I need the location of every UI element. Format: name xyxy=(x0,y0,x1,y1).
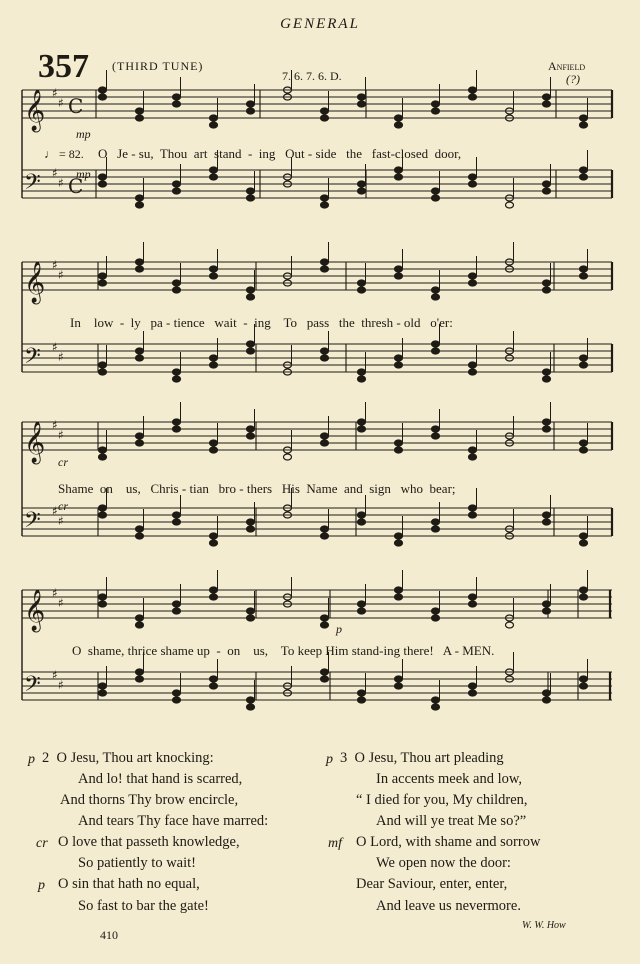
note-head xyxy=(136,676,144,682)
time-signature: C xyxy=(68,174,84,198)
note-head xyxy=(358,369,366,375)
note-head xyxy=(432,195,440,201)
verse-line: In accents meek and low, xyxy=(376,771,523,787)
note-head xyxy=(395,594,403,600)
note-head xyxy=(173,369,181,375)
note-head xyxy=(395,266,403,272)
treble-clef: 𝄞 xyxy=(24,422,46,463)
note-head xyxy=(580,540,588,546)
note-head xyxy=(99,601,107,607)
note-head xyxy=(543,519,551,525)
note-head xyxy=(395,447,403,453)
note-head xyxy=(99,362,107,368)
note-head xyxy=(173,188,181,194)
note-head xyxy=(395,122,403,128)
note-head xyxy=(358,376,366,382)
note-head xyxy=(173,512,181,518)
note-head xyxy=(469,447,477,453)
note-head xyxy=(358,101,366,107)
note-head xyxy=(173,376,181,382)
note-head xyxy=(173,181,181,187)
dynamic-mp-treble: mp xyxy=(76,127,91,141)
note-head xyxy=(321,440,329,446)
note-head xyxy=(173,101,181,107)
note-head xyxy=(469,454,477,460)
note-head xyxy=(543,94,551,100)
note-head xyxy=(469,512,477,518)
note-head xyxy=(247,697,255,703)
note-head xyxy=(99,369,107,375)
note-head xyxy=(247,188,255,194)
note-head xyxy=(99,87,107,93)
treble-clef: 𝄞 xyxy=(24,262,46,303)
note-head xyxy=(99,512,107,518)
note-head xyxy=(358,519,366,525)
dynamic-p-marking: p xyxy=(336,622,342,636)
note-head xyxy=(321,669,329,675)
verse-line: 3 O Jesu, Thou art pleading xyxy=(340,750,504,766)
verse-line: O sin that hath no equal, xyxy=(58,876,200,892)
note-head xyxy=(580,594,588,600)
note-head xyxy=(358,512,366,518)
sharp-sign: ♯ xyxy=(52,166,58,180)
note-head xyxy=(136,433,144,439)
note-head xyxy=(469,273,477,279)
verse-line: We open now the door: xyxy=(376,855,511,871)
note-head xyxy=(136,622,144,628)
note-head xyxy=(136,195,144,201)
sharp-sign: ♯ xyxy=(58,514,64,528)
note-head xyxy=(173,519,181,525)
sharp-sign: ♯ xyxy=(58,596,64,610)
dynamic-cr-bass: cr xyxy=(58,499,68,513)
note-head xyxy=(395,533,403,539)
note-head xyxy=(136,266,144,272)
note-head xyxy=(321,615,329,621)
verse-line: And leave us nevermore. xyxy=(376,898,521,914)
note-head xyxy=(543,697,551,703)
note-head xyxy=(395,174,403,180)
note-head xyxy=(395,440,403,446)
sharp-sign: ♯ xyxy=(58,176,64,190)
dynamic-mp-bass: mp xyxy=(76,167,91,181)
verse-line: O love that passeth knowledge, xyxy=(58,834,240,850)
note-head xyxy=(580,273,588,279)
note-head xyxy=(580,587,588,593)
note-head xyxy=(543,419,551,425)
note-head xyxy=(173,94,181,100)
note-head xyxy=(358,426,366,432)
note-head xyxy=(469,369,477,375)
sharp-sign: ♯ xyxy=(52,258,58,272)
note-head xyxy=(136,108,144,114)
note-head xyxy=(432,188,440,194)
note-head xyxy=(469,683,477,689)
verse-mark: cr xyxy=(36,836,48,851)
note-head xyxy=(99,273,107,279)
note-head xyxy=(136,348,144,354)
note-head xyxy=(210,676,218,682)
note-head xyxy=(580,174,588,180)
note-head xyxy=(432,697,440,703)
note-head xyxy=(543,287,551,293)
note-head xyxy=(321,622,329,628)
note-head xyxy=(469,280,477,286)
note-head xyxy=(247,348,255,354)
note-head xyxy=(432,526,440,532)
note-head xyxy=(469,690,477,696)
note-head xyxy=(247,526,255,532)
note-head xyxy=(432,433,440,439)
note-head xyxy=(432,108,440,114)
note-head xyxy=(321,259,329,265)
note-head xyxy=(210,440,218,446)
note-head xyxy=(210,540,218,546)
note-head xyxy=(358,690,366,696)
verse-mark: p xyxy=(38,878,45,893)
note-head xyxy=(580,167,588,173)
note-head xyxy=(432,704,440,710)
verse-line: So fast to bar the gate! xyxy=(78,898,209,914)
note-head xyxy=(136,669,144,675)
note-head xyxy=(99,280,107,286)
note-head xyxy=(210,447,218,453)
note-head xyxy=(210,273,218,279)
note-head xyxy=(580,362,588,368)
note-head xyxy=(173,601,181,607)
note-head xyxy=(543,690,551,696)
note-head xyxy=(432,348,440,354)
note-head xyxy=(210,355,218,361)
note-head xyxy=(210,362,218,368)
verse-line: So patiently to wait! xyxy=(78,855,196,871)
note-head xyxy=(358,181,366,187)
hymn-number: 357 xyxy=(38,48,89,85)
note-head xyxy=(580,266,588,272)
note-head xyxy=(136,526,144,532)
note-head xyxy=(321,355,329,361)
verse-mark: p xyxy=(28,752,35,767)
note-head xyxy=(580,440,588,446)
note-head xyxy=(543,376,551,382)
note-head xyxy=(432,341,440,347)
note-head xyxy=(173,419,181,425)
sharp-sign: ♯ xyxy=(58,268,64,282)
note-head xyxy=(580,676,588,682)
note-head xyxy=(469,505,477,511)
verse-line: And will ye treat Me so?” xyxy=(376,813,527,829)
note-head xyxy=(432,519,440,525)
note-head xyxy=(247,426,255,432)
note-head xyxy=(321,195,329,201)
note-head xyxy=(358,94,366,100)
note-head xyxy=(358,608,366,614)
note-head xyxy=(321,115,329,121)
lyric-line-2: In low - ly pa - tience wait - ing To pass the thresh - old o'er: xyxy=(70,315,453,330)
note-head xyxy=(247,101,255,107)
meter: 7. 6. 7. 6. D. xyxy=(282,69,342,83)
note-head xyxy=(210,587,218,593)
note-head xyxy=(395,362,403,368)
note-head xyxy=(432,615,440,621)
note-head xyxy=(543,280,551,286)
note-head xyxy=(99,594,107,600)
tune-attribution: (?) xyxy=(566,72,580,86)
time-signature: C xyxy=(68,94,84,118)
bass-clef: 𝄢 xyxy=(24,170,41,200)
note-head xyxy=(469,87,477,93)
note-head xyxy=(99,181,107,187)
verse-line: O Lord, with shame and sorrow xyxy=(356,834,541,850)
note-head xyxy=(506,202,514,208)
note-head xyxy=(469,181,477,187)
note-head xyxy=(136,202,144,208)
note-head xyxy=(395,355,403,361)
note-head xyxy=(173,697,181,703)
note-head xyxy=(432,101,440,107)
note-head xyxy=(99,690,107,696)
note-head xyxy=(210,266,218,272)
sharp-sign: ♯ xyxy=(58,350,64,364)
note-head xyxy=(358,419,366,425)
note-head xyxy=(543,369,551,375)
note-head xyxy=(284,454,292,460)
sharp-sign: ♯ xyxy=(52,86,58,100)
bass-clef: 𝄢 xyxy=(24,672,41,702)
note-head xyxy=(99,174,107,180)
note-head xyxy=(247,294,255,300)
note-head xyxy=(543,512,551,518)
note-head xyxy=(321,533,329,539)
note-head xyxy=(469,362,477,368)
note-head xyxy=(321,433,329,439)
note-head xyxy=(99,683,107,689)
note-head xyxy=(432,287,440,293)
note-head xyxy=(321,526,329,532)
note-head xyxy=(99,447,107,453)
page-number: 410 xyxy=(100,928,118,942)
lyric-line-3: Shame on us, Chris - tian bro - thers His Name and sign who bear; xyxy=(58,481,456,496)
sharp-sign: ♯ xyxy=(52,418,58,432)
note-head xyxy=(99,505,107,511)
note-head xyxy=(247,433,255,439)
verse-line: And lo! that hand is scarred, xyxy=(78,771,243,787)
note-head xyxy=(395,167,403,173)
note-head xyxy=(395,683,403,689)
note-head xyxy=(210,174,218,180)
note-head xyxy=(580,115,588,121)
note-head xyxy=(136,259,144,265)
note-head xyxy=(580,447,588,453)
note-head xyxy=(395,676,403,682)
sharp-sign: ♯ xyxy=(52,340,58,354)
note-head xyxy=(543,188,551,194)
sharp-sign: ♯ xyxy=(58,96,64,110)
note-head xyxy=(173,426,181,432)
note-head xyxy=(358,280,366,286)
bass-clef: 𝄢 xyxy=(24,508,41,538)
note-head xyxy=(173,280,181,286)
note-head xyxy=(543,426,551,432)
note-head xyxy=(358,188,366,194)
note-head xyxy=(321,348,329,354)
note-head xyxy=(210,683,218,689)
note-head xyxy=(395,273,403,279)
note-head xyxy=(469,594,477,600)
note-head xyxy=(543,101,551,107)
dynamic-cr-treble: cr xyxy=(58,455,68,469)
note-head xyxy=(210,122,218,128)
lyric-line-4: O shame, thrice shame up - on us, To keep Him stand-ing there! A - MEN. xyxy=(72,643,495,658)
note-head xyxy=(321,202,329,208)
author-attribution: W. W. How xyxy=(522,920,566,931)
note-head xyxy=(136,615,144,621)
note-head xyxy=(173,690,181,696)
note-head xyxy=(136,355,144,361)
sharp-sign: ♯ xyxy=(58,428,64,442)
note-head xyxy=(136,440,144,446)
note-head xyxy=(432,426,440,432)
note-head xyxy=(99,94,107,100)
note-head xyxy=(247,519,255,525)
note-head xyxy=(469,94,477,100)
sharp-sign: ♯ xyxy=(58,678,64,692)
metronome-mark: ♩ = 82. xyxy=(44,147,84,161)
note-head xyxy=(247,108,255,114)
note-head xyxy=(321,266,329,272)
treble-clef: 𝄞 xyxy=(24,90,46,131)
note-head xyxy=(136,533,144,539)
note-head xyxy=(580,683,588,689)
note-head xyxy=(173,608,181,614)
verse-line: And thorns Thy brow encircle, xyxy=(60,792,239,808)
verse-mark: p xyxy=(326,752,333,767)
note-head xyxy=(469,601,477,607)
note-head xyxy=(247,341,255,347)
note-head xyxy=(247,195,255,201)
sharp-sign: ♯ xyxy=(52,504,58,518)
note-head xyxy=(247,615,255,621)
section-title: GENERAL xyxy=(280,16,360,32)
note-head xyxy=(543,608,551,614)
note-head xyxy=(580,533,588,539)
note-head xyxy=(321,108,329,114)
note-head xyxy=(358,601,366,607)
note-head xyxy=(358,287,366,293)
note-head xyxy=(210,115,218,121)
lyric-line-1: O Je - su, Thou art stand - ing Out - side the fast-closed door, xyxy=(98,146,462,161)
note-head xyxy=(136,115,144,121)
note-head xyxy=(580,122,588,128)
note-head xyxy=(395,587,403,593)
verse-line: And tears Thy face have marred: xyxy=(78,813,269,829)
verse-line: Dear Saviour, enter, enter, xyxy=(356,876,508,892)
note-head xyxy=(358,697,366,703)
note-head xyxy=(543,601,551,607)
note-head xyxy=(469,174,477,180)
note-head xyxy=(506,622,514,628)
note-head xyxy=(99,454,107,460)
note-head xyxy=(321,676,329,682)
treble-clef: 𝄞 xyxy=(24,590,46,631)
note-head xyxy=(395,115,403,121)
tune-name: Anfield xyxy=(548,59,586,73)
note-head xyxy=(432,294,440,300)
verse-mark: mf xyxy=(328,836,342,851)
note-head xyxy=(210,533,218,539)
sharp-sign: ♯ xyxy=(52,586,58,600)
tune-label: (THIRD TUNE) xyxy=(112,59,204,73)
note-head xyxy=(173,287,181,293)
note-head xyxy=(247,287,255,293)
note-head xyxy=(395,540,403,546)
note-head xyxy=(432,608,440,614)
note-head xyxy=(210,167,218,173)
verse-line: “ I died for you, My children, xyxy=(356,792,528,808)
verse-line: 2 O Jesu, Thou art knocking: xyxy=(42,750,214,766)
note-head xyxy=(210,594,218,600)
note-head xyxy=(247,608,255,614)
note-head xyxy=(543,181,551,187)
note-head xyxy=(580,355,588,361)
note-head xyxy=(247,704,255,710)
bass-clef: 𝄢 xyxy=(24,344,41,374)
sharp-sign: ♯ xyxy=(52,668,58,682)
